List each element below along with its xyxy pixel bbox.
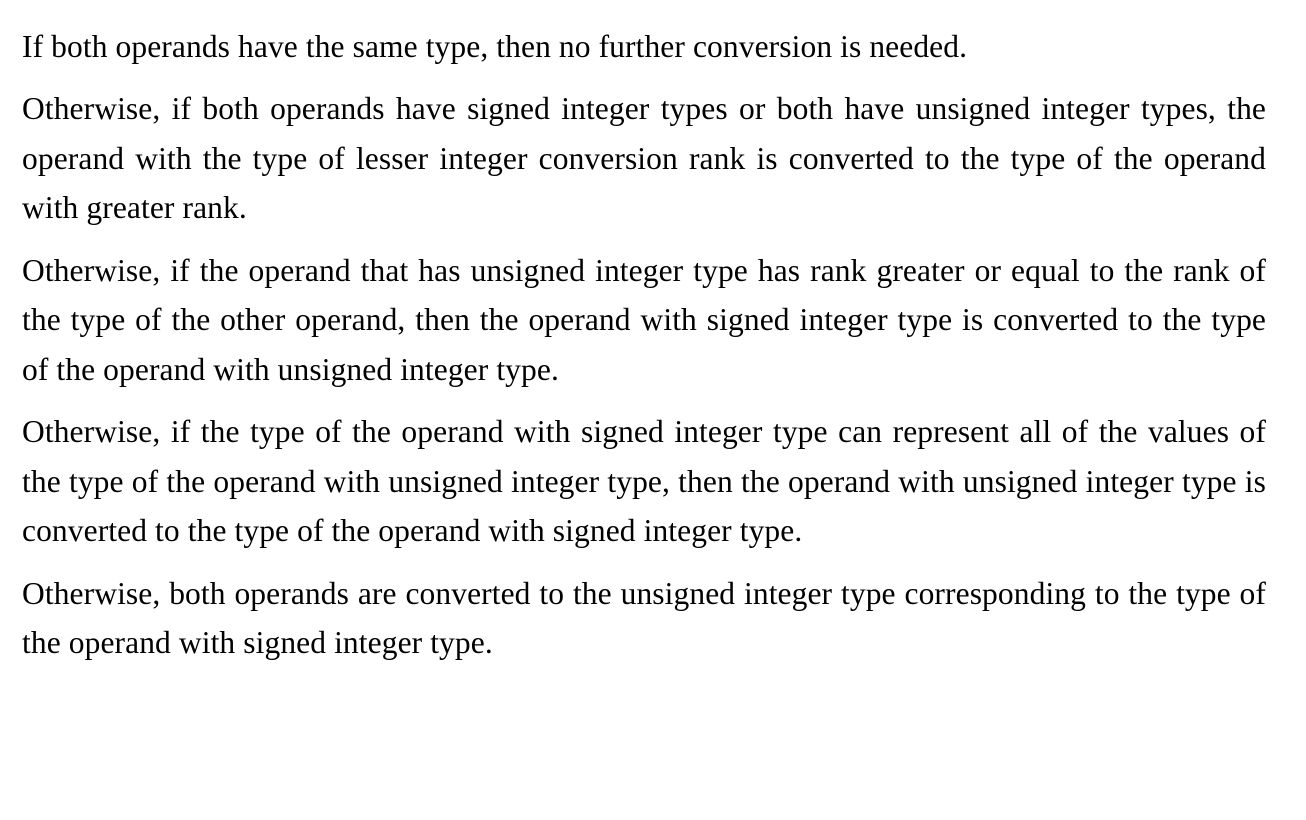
paragraph-3: Otherwise, if the operand that has unsigned integer type has rank greater or equal to the rank of the type of the other operand, then the operand with signed integer type is converted to the type of the operand with unsigned integer type.: [22, 252, 1266, 387]
paragraph-2: Otherwise, if both operands have signed integer types or both have unsigned integer types, the operand with the type of lesser integer conversion rank is converted to the type of the operand with greater rank.: [22, 91, 1266, 226]
paragraph-5: Otherwise, both operands are converted to the unsigned integer type corresponding to the type of the operand with signed integer type.: [22, 575, 1266, 660]
paragraph-1: If both operands have the same type, then no further conversion is needed.: [22, 29, 968, 64]
paragraph-4: Otherwise, if the type of the operand with signed integer type can represent all of the values of the type of the operand with unsigned integer type, then the operand with unsigned integer type is converted to the type of the operand with signed integer type.: [22, 414, 1266, 549]
